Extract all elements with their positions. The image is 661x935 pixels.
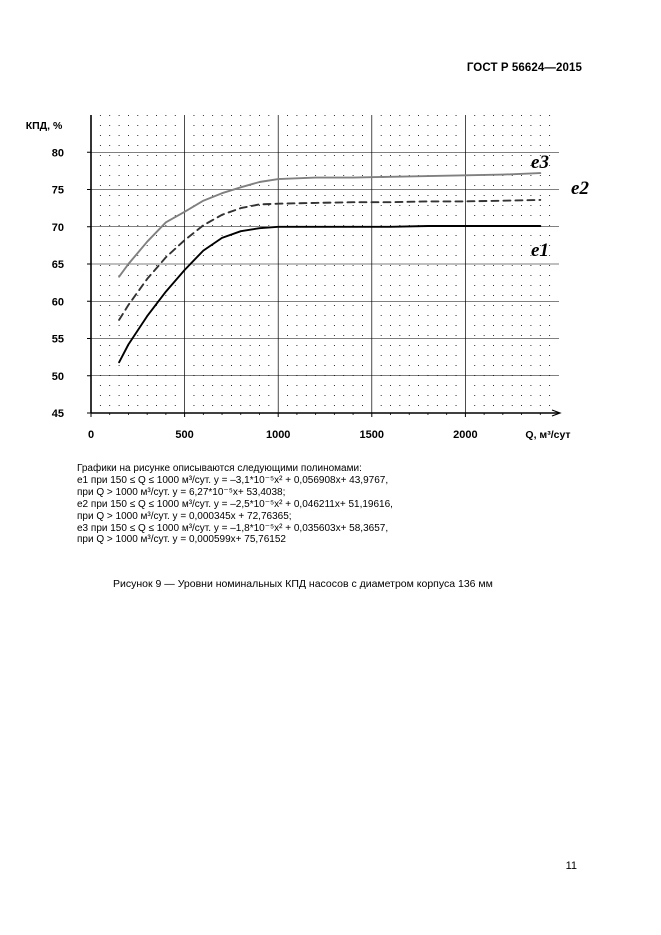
- y-tick-label: 80: [51, 147, 64, 160]
- x-tick-label: 500: [175, 429, 194, 441]
- chart-series: [119, 173, 540, 362]
- x-axis-title: Q, м³/сут: [525, 429, 571, 441]
- y-tick-label: 45: [51, 408, 64, 420]
- note-line: е2 при 150 ≤ Q ≤ 1000 м³/сут. y = –2,5*10⁻⁵x² + 0,046211x+ 51,19616,: [77, 498, 393, 510]
- y-tick-label: 50: [51, 370, 64, 383]
- x-tick-label: 2000: [453, 429, 478, 441]
- figure-caption: Рисунок 9 — Уровни номинальных КПД насосов с диаметром корпуса 136 мм: [113, 578, 493, 590]
- note-line: е3 при 150 ≤ Q ≤ 1000 м³/сут. y = –1,8*10⁻⁵x² + 0,035603x+ 58,3657,: [77, 522, 389, 534]
- polynomial-notes: [77, 463, 393, 546]
- series-label: е3: [531, 152, 549, 173]
- x-tick-label: 0: [87, 429, 95, 441]
- y-tick-label: 65: [51, 259, 64, 271]
- note-line: при Q > 1000 м³/сут. y = 0,000345x + 72,76365;: [77, 510, 292, 522]
- series-label: е1: [531, 240, 549, 261]
- note-line: Графики на рисунке описываются следующими полиномами:: [77, 463, 362, 474]
- chart-labels: [26, 120, 590, 441]
- x-tick-label: 1500: [359, 429, 385, 441]
- standard-code: ГОСТ Р 56624—2015: [466, 62, 582, 74]
- y-tick-label: 70: [51, 221, 64, 234]
- efficiency-chart: [0, 0, 661, 450]
- series-line-e3: [119, 173, 540, 277]
- y-tick-label: 55: [51, 333, 64, 346]
- chart-grid: [91, 115, 559, 413]
- y-tick-label: 60: [51, 296, 64, 309]
- series-line-e1: [119, 226, 540, 362]
- note-line: е1 при 150 ≤ Q ≤ 1000 м³/сут. y = –3,1*10⁻⁵x² + 0,056908x+ 43,9767,: [77, 474, 389, 486]
- y-tick-label: 75: [51, 184, 64, 197]
- note-line: при Q > 1000 м³/сут. y = 6,27*10⁻⁵x+ 53,4038;: [77, 486, 286, 498]
- series-label: е2: [571, 178, 589, 199]
- y-axis-title: КПД, %: [25, 120, 63, 132]
- page-number: 11: [565, 860, 577, 872]
- x-tick-label: 1000: [265, 429, 291, 441]
- series-line-e2: [119, 200, 540, 320]
- note-line: при Q > 1000 м³/сут. y = 0,000599x+ 75,76152: [77, 534, 286, 546]
